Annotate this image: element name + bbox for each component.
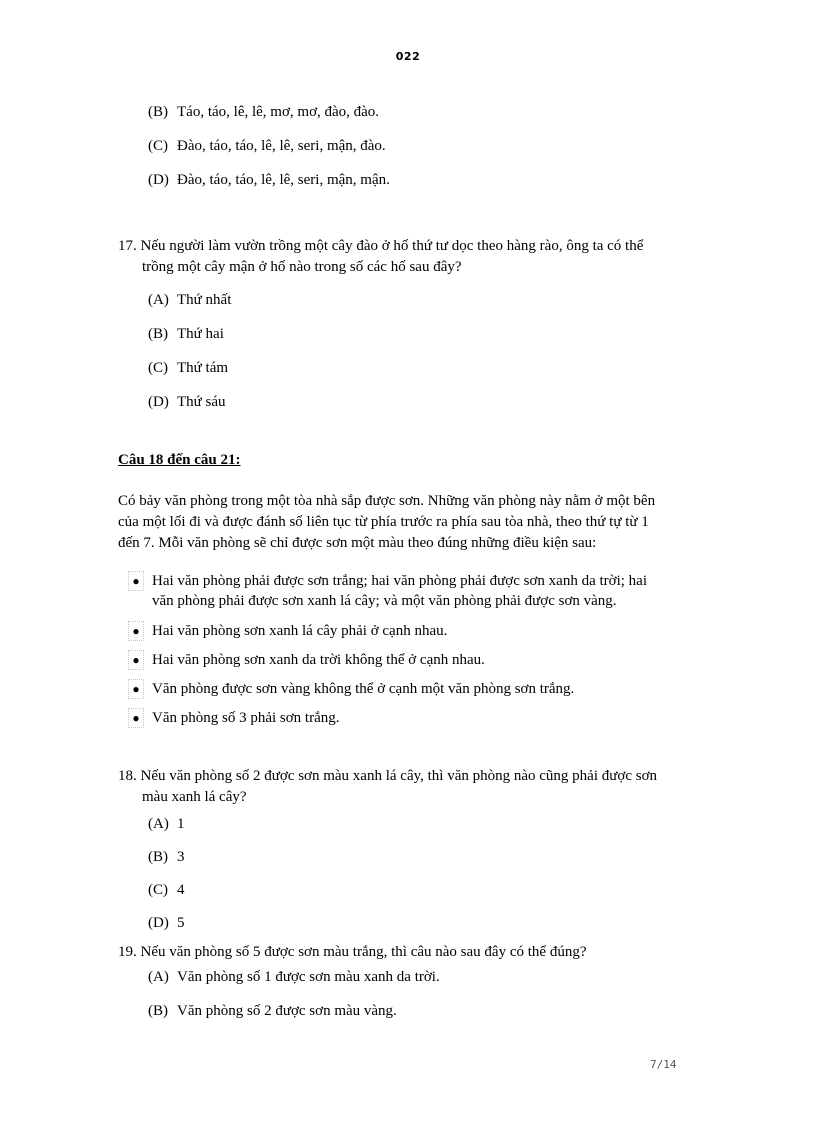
option-text: Thứ sáu <box>177 394 226 410</box>
bullet-text-line2: văn phòng phải được sơn xanh lá cây; và một văn phòng phải được sơn vàng. <box>152 593 617 609</box>
option-text: Thứ hai <box>177 326 224 342</box>
bullet-text: Hai văn phòng sơn xanh da trời không thể ở cạnh nhau. <box>152 652 485 668</box>
bullet-icon: ● <box>128 650 144 670</box>
option-label: (D) <box>148 915 169 931</box>
q17-option-c <box>148 358 228 378</box>
bullet-text: Hai văn phòng sơn xanh lá cây phải ở cạnh nhau. <box>152 623 448 639</box>
option-label: (A) <box>148 969 169 985</box>
q17-option-a <box>148 290 231 310</box>
condition-bullet-3 <box>128 650 703 670</box>
question-number: 18. <box>118 768 137 784</box>
condition-bullet-4 <box>128 679 703 699</box>
bullet-text-line1: Hai văn phòng phải được sơn trắng; hai văn phòng phải được sơn xanh da trời; hai <box>152 573 647 589</box>
option-text: Đào, táo, táo, lê, lê, seri, mận, mận. <box>177 172 390 188</box>
option-text: 4 <box>177 882 185 898</box>
option-label: (B) <box>148 326 168 342</box>
option-label: (B) <box>148 104 168 120</box>
question-text-line1: Nếu văn phòng số 2 được sơn màu xanh lá cây, thì văn phòng nào cũng phải được sơn <box>140 768 657 784</box>
option-text: Văn phòng số 2 được sơn màu vàng. <box>177 1003 397 1019</box>
bullet-icon: ● <box>128 708 144 728</box>
condition-bullet-2 <box>128 621 703 641</box>
q16-option-c <box>148 136 386 156</box>
option-text: Văn phòng số 1 được sơn màu xanh da trời. <box>177 969 440 985</box>
question-text-line1: Nếu người làm vườn trồng một cây đào ở hố thứ tư dọc theo hàng rào, ông ta có thể <box>140 238 644 254</box>
option-label: (A) <box>148 816 169 832</box>
question-19 <box>118 942 708 963</box>
q17-option-b <box>148 324 224 344</box>
condition-bullet-1 <box>128 571 703 611</box>
option-label: (D) <box>148 172 169 188</box>
page-header-code: 022 <box>395 50 421 63</box>
question-18 <box>118 766 708 808</box>
option-label: (B) <box>148 1003 168 1019</box>
option-text: Đào, táo, táo, lê, lê, seri, mận, đào. <box>177 138 386 154</box>
q18-option-c <box>148 880 185 900</box>
option-text: Thứ nhất <box>177 292 232 308</box>
option-text: Thứ tám <box>177 360 229 376</box>
section-intro <box>118 491 703 554</box>
option-label: (C) <box>148 882 168 898</box>
question-text-line2: màu xanh lá cây? <box>142 789 247 805</box>
option-text: Táo, táo, lê, lê, mơ, mơ, đào, đào. <box>177 104 380 120</box>
bullet-text: Văn phòng được sơn vàng không thể ở cạnh một văn phòng sơn trắng. <box>152 681 575 697</box>
bullet-icon: ● <box>128 571 144 591</box>
question-number: 17. <box>118 238 137 254</box>
option-label: (A) <box>148 292 169 308</box>
q19-option-a <box>148 967 440 987</box>
question-number: 19. <box>118 944 137 960</box>
option-text: 3 <box>177 849 185 865</box>
q16-option-b <box>148 102 379 122</box>
condition-bullet-5 <box>128 708 703 728</box>
question-17 <box>118 236 708 278</box>
q18-option-d <box>148 913 185 933</box>
section-title: Câu 18 đến câu 21: <box>118 452 241 468</box>
bullet-icon: ● <box>128 621 144 641</box>
bullet-text: Văn phòng số 3 phải sơn trắng. <box>152 710 340 726</box>
question-text-line1: Nếu văn phòng số 5 được sơn màu trắng, thì câu nào sau đây có thể đúng? <box>140 944 587 960</box>
option-text: 1 <box>177 816 185 832</box>
q19-option-b <box>148 1001 397 1021</box>
q17-option-d <box>148 392 226 412</box>
intro-line: đến 7. Mỗi văn phòng sẽ chỉ được sơn một màu theo đúng những điều kiện sau: <box>118 535 597 551</box>
q16-option-d <box>148 170 390 190</box>
option-text: 5 <box>177 915 185 931</box>
q18-option-b <box>148 847 185 867</box>
intro-line: Có bảy văn phòng trong một tòa nhà sắp được sơn. Những văn phòng này nằm ở một bên <box>118 493 656 509</box>
bullet-icon: ● <box>128 679 144 699</box>
option-label: (C) <box>148 360 168 376</box>
question-text-line2: trồng một cây mận ở hố nào trong số các hố sau đây? <box>142 259 462 275</box>
option-label: (B) <box>148 849 168 865</box>
q18-option-a <box>148 814 185 834</box>
option-label: (C) <box>148 138 168 154</box>
option-label: (D) <box>148 394 169 410</box>
intro-line: của một lối đi và được đánh số liên tục từ phía trước ra phía sau tòa nhà, theo thứ tự từ 1 <box>118 514 649 530</box>
page-number: 7/14 <box>650 1058 677 1071</box>
